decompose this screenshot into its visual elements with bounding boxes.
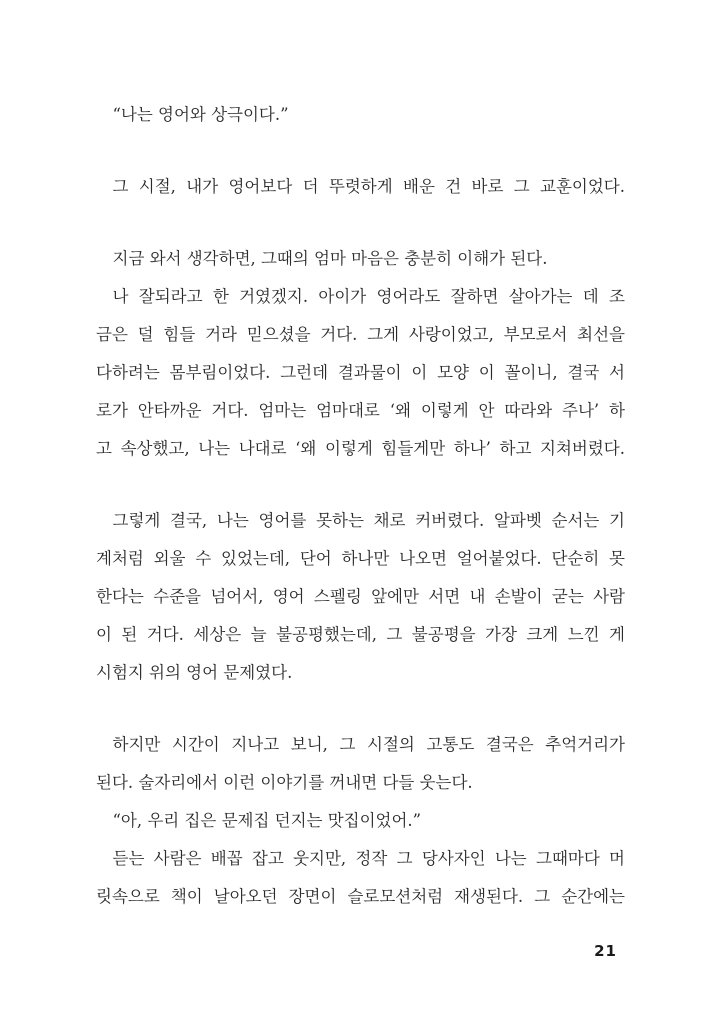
text-line: 지금 와서 생각하면, 그때의 엄마 마음은 충분히 이해가 된다. (112, 249, 548, 268)
text-line: 그 시절, 내가 영어보다 더 뚜렷하게 배운 건 바로 그 교훈이었다. (112, 177, 625, 196)
text-line: “나는 영어와 상극이다.” (112, 105, 289, 124)
text-line: 로가 안타까운 거다. 엄마는 엄마대로 ‘왜 이렇게 안 따라와 주나’ 하 (96, 401, 625, 420)
paragraph (96, 840, 625, 916)
paragraph (96, 802, 625, 840)
text-line: 된다. 술자리에서 이런 이야기를 꺼내면 다들 웃는다. (96, 773, 473, 792)
text-line: 릿속으로 책이 날아오던 장면이 슬로모션처럼 재생된다. 그 순간에는 (96, 887, 625, 906)
text-line: 고 속상했고, 나는 나대로 ‘왜 이렇게 힘들게만 하나’ 하고 지쳐버렸다. (96, 439, 625, 458)
text-line: 금은 덜 힘들 거라 믿으셨을 거다. 그게 사랑이었고, 부모로서 최선을 (96, 325, 625, 344)
text-line: 다하려는 몸부림이었다. 그런데 결과물이 이 모양 이 꼴이니, 결국 서 (96, 363, 625, 382)
text-line: 시험지 위의 영어 문제였다. (96, 663, 293, 682)
paragraph (96, 240, 625, 278)
paragraph (96, 96, 625, 134)
text-line: 계처럼 외울 수 있었는데, 단어 하나만 나오면 얼어붙었다. 단순히 못 (96, 549, 625, 568)
text-line: 나 잘되라고 한 거였겠지. 아이가 영어라도 잘하면 살아가는 데 조 (112, 287, 625, 306)
paragraph (96, 278, 625, 468)
text-line: “아, 우리 집은 문제집 던지는 맛집이었어.” (112, 811, 422, 830)
text-line: 한다는 수준을 넘어서, 영어 스펠링 앞에만 서면 내 손발이 굳는 사람 (96, 587, 625, 606)
body-text (96, 96, 625, 916)
text-line: 이 된 거다. 세상은 늘 불공평했는데, 그 불공평을 가장 크게 느낀 게 (96, 625, 625, 644)
page-number: 21 (594, 942, 617, 960)
paragraph (96, 502, 625, 692)
text-line: 그렇게 결국, 나는 영어를 못하는 채로 커버렸다. 알파벳 순서는 기 (112, 511, 625, 530)
text-line: 듣는 사람은 배꼽 잡고 웃지만, 정작 그 당사자인 나는 그때마다 머 (112, 849, 625, 868)
text-line: 하지만 시간이 지나고 보니, 그 시절의 고통도 결국은 추억거리가 (112, 735, 625, 754)
paragraph (96, 726, 625, 802)
paragraph (96, 168, 625, 206)
